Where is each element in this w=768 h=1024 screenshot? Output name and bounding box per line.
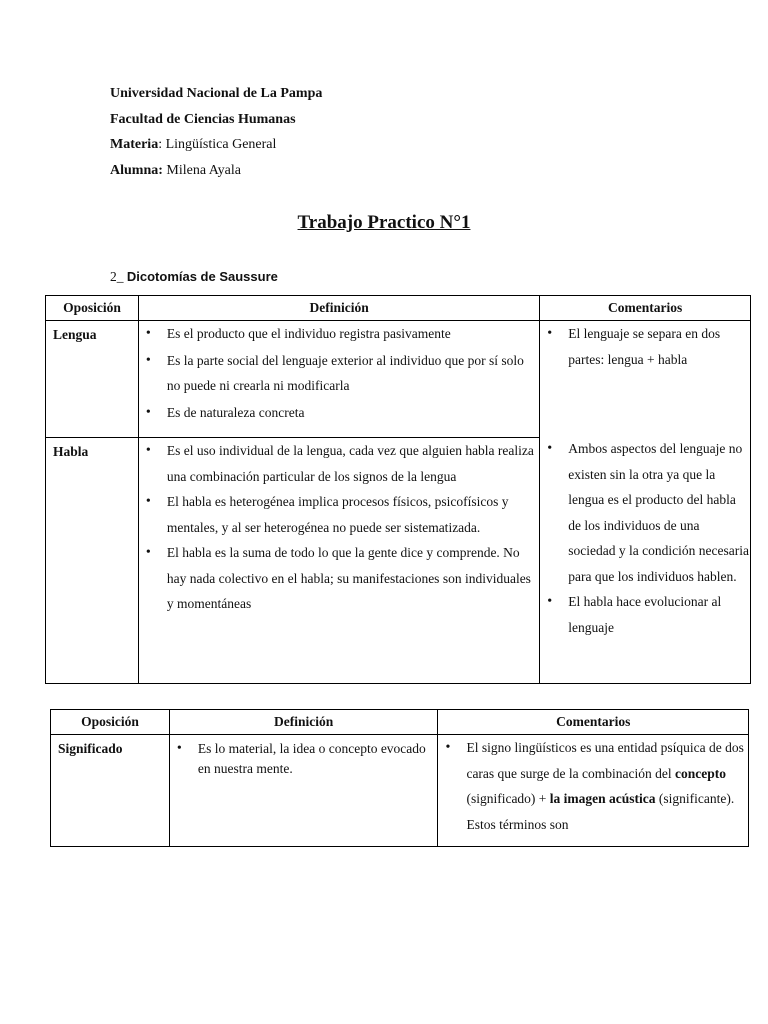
comment-cell-significado xyxy=(438,735,749,847)
term-imagen-acustica: la imagen acústica xyxy=(549,791,656,806)
table-header-row xyxy=(51,710,749,735)
header-definicion: Definición xyxy=(169,710,438,735)
header-definicion: Definición xyxy=(138,296,539,321)
list-item: • Es el producto que el individuo registra pasivamente xyxy=(139,321,539,347)
list-item: • El habla es la suma de todo lo que la gente dice y comprende. No hay nada colectivo en el habla; su manifestaciones son individuales y momentáneas xyxy=(139,540,539,617)
comment-cell-lengua-habla xyxy=(540,321,751,684)
student-line: Alumna: Milena Ayala xyxy=(110,162,241,178)
definition-cell-significado xyxy=(169,735,438,847)
definition-cell-habla xyxy=(138,438,539,684)
header-comentarios: Comentarios xyxy=(438,710,749,735)
list-item: • El habla hace evolucionar al lenguaje xyxy=(540,589,750,640)
dichotomy-table-lengua-habla xyxy=(45,295,751,684)
dichotomy-table-significado xyxy=(50,709,749,847)
table-row-lengua xyxy=(46,321,751,438)
document-title: Trabajo Practico N°1 xyxy=(297,212,471,233)
header-oposicion: Oposición xyxy=(51,710,170,735)
row-label-significado: Significado xyxy=(51,735,170,847)
header-oposicion: Oposición xyxy=(46,296,139,321)
definition-cell-lengua xyxy=(138,321,539,438)
table-header-row xyxy=(46,296,751,321)
list-item: • El signo lingüísticos es una entidad psíquica de dos caras que surge de la combinación del concepto (significado) + la imagen acústica (significante). Estos términos son xyxy=(438,735,748,837)
list-item: • El habla es heterogénea implica procesos físicos, psicofísicos y mentales, y al ser heterogénea no puede ser sistematizada. xyxy=(139,489,539,540)
row-label-habla: Habla xyxy=(46,438,139,684)
list-item: • El lenguaje se separa en dos partes: lengua + habla xyxy=(540,321,750,372)
term-concepto: concepto xyxy=(675,765,726,781)
subject-line: Materia: Lingüística General xyxy=(110,137,277,152)
section-heading xyxy=(110,269,278,285)
row-label-lengua: Lengua xyxy=(46,321,139,438)
section-title: Dicotomías de Saussure xyxy=(126,269,278,284)
list-item: • Ambos aspectos del lenguaje no existen sin la otra ya que la lengua es el producto del habla de los individuos de una sociedad y la condición necesaria para que los individuos hablen. xyxy=(540,436,750,589)
header-comentarios: Comentarios xyxy=(540,296,751,321)
list-item: • Es el uso individual de la lengua, cada vez que alguien habla realiza una combinación particular de los signos de la lengua xyxy=(139,438,539,489)
document-header xyxy=(110,84,322,186)
list-item: • Es la parte social del lenguaje exterior al individuo que por sí solo no puede ni crearla ni modificarla xyxy=(139,348,539,399)
table-row-significado xyxy=(51,735,749,847)
list-item: • Es lo material, la idea o concepto evocado en nuestra mente. xyxy=(170,739,438,779)
faculty-name: Facultad de Ciencias Humanas xyxy=(110,111,296,127)
list-item: • Es de naturaleza concreta xyxy=(139,400,539,426)
section-number: 2_ xyxy=(110,269,124,284)
university-name: Universidad Nacional de La Pampa xyxy=(110,86,323,101)
